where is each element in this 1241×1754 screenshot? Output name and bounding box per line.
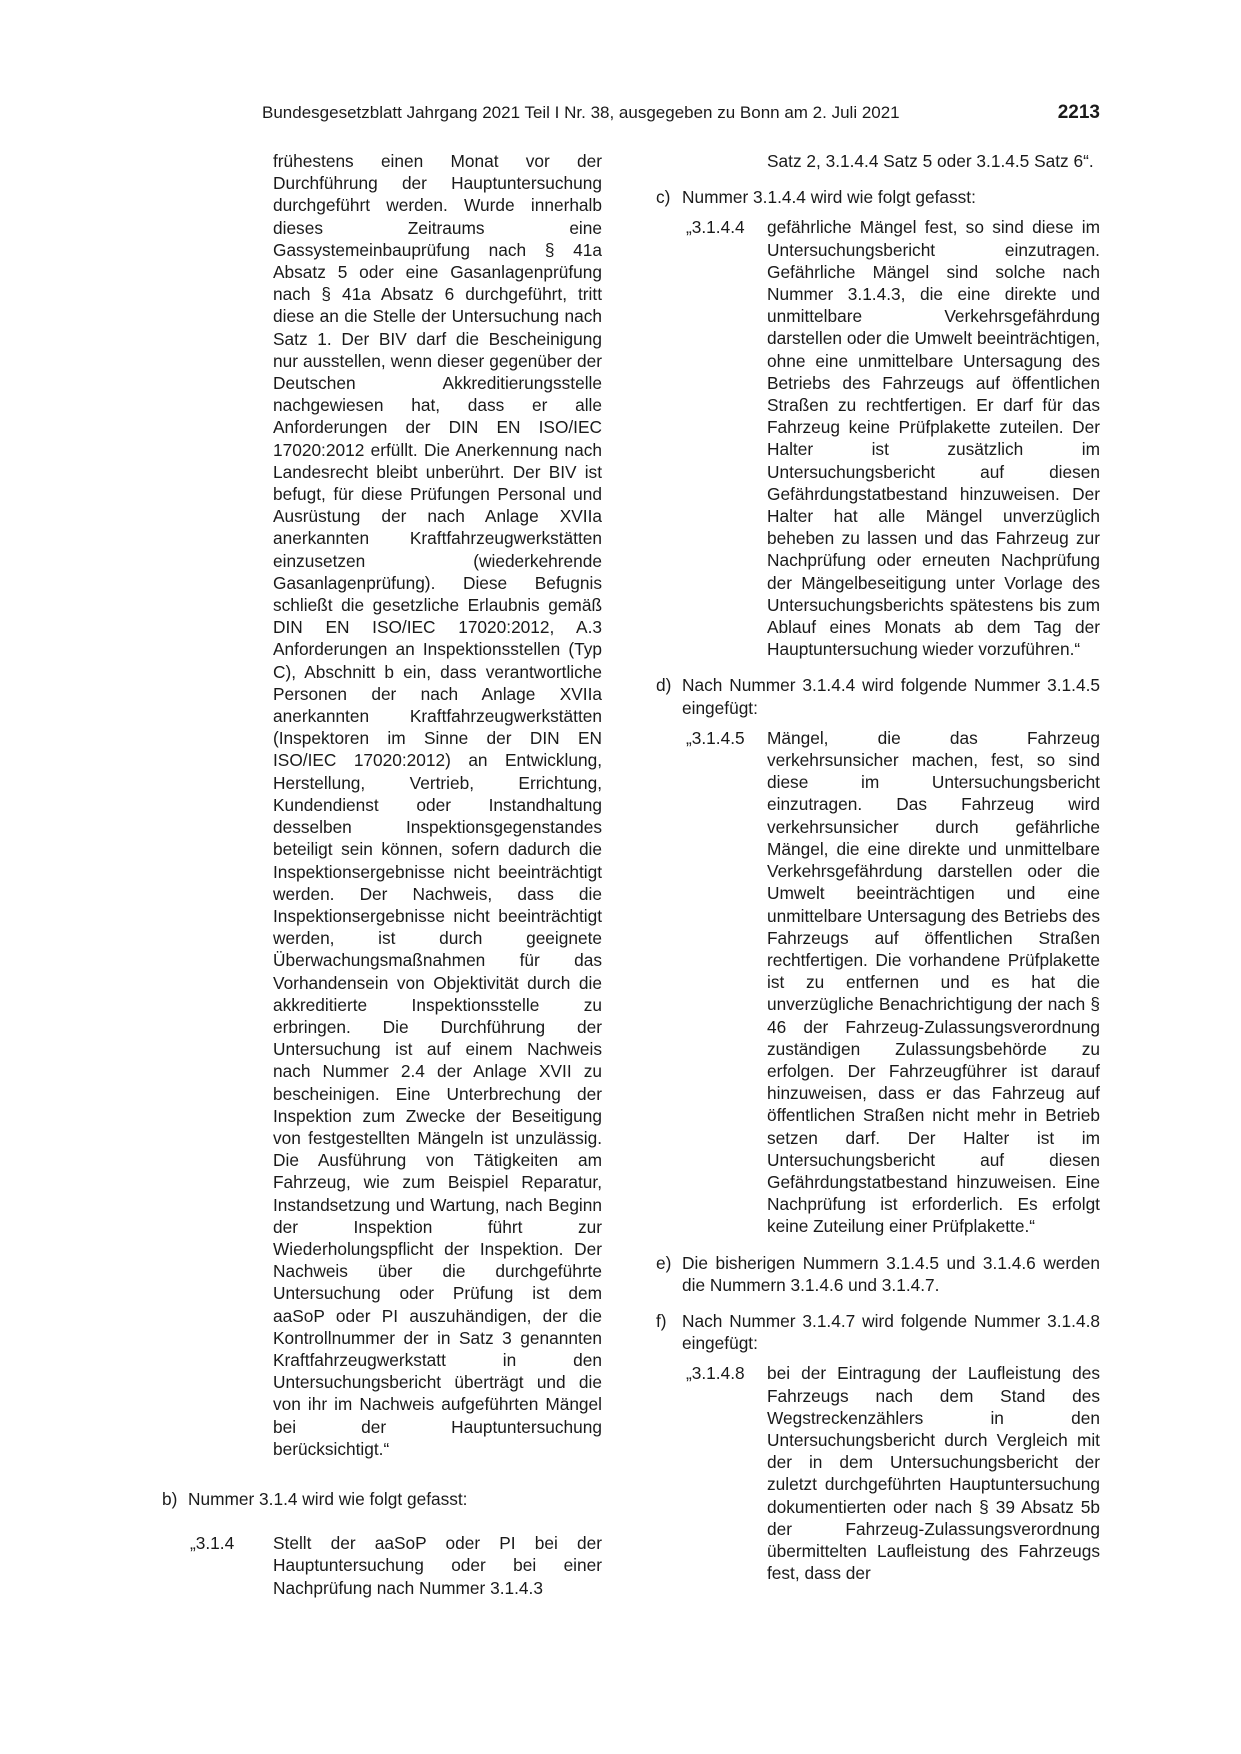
left-continuation-text: frühestens einen Monat vor der Durchführung der Hauptuntersuchung durchgeführt werden. Wurde innerhalb dieses Zeitraums eine Gassystemeinbauprüfung nach § 41a Absatz 5 oder eine Gasanlagenprüfung nach § 41a Absatz 6 durchgeführt, tritt diese an die Stelle der Untersuchung nach Satz 1. Der BIV darf die Bescheinigung nur ausstellen, wenn dieser gegenüber der Deutschen Akkreditierungsstelle nachgewiesen hat, dass er alle Anforderungen der DIN EN ISO/IEC 17020:2012 erfüllt. Die Anerkennung nach Landesrecht bleibt unberührt. Der BIV ist befugt, für diese Prüfungen Personal und Ausrüstung der nach Anlage XVIIa anerkannten Kraftfahrzeugwerkstätten einzusetzen (wiederkehrende Gasanlagenprüfung). Diese Befugnis schließt die gesetzliche Erlaubnis gemäß DIN EN ISO/IEC 17020:2012, A.3 Anforderungen an Inspektionsstellen (Typ C), Abschnitt b ein, dass verantwortliche Personen der nach Anlage XVIIa anerkannten Kraftfahrzeugwerkstätten (Inspektoren im Sinne der DIN EN ISO/IEC 17020:2012) an Entwicklung, Herstellung, Vertrieb, Errichtung, Kundendienst oder Instandhaltung desselben Inspektionsgegenstandes beteiligt sein können, sofern dadurch die Inspektionsergebnisse nicht beeinträchtigt werden. Der Nachweis, dass die Inspektionsergebnisse nicht beeinträchtigt werden, ist durch geeignete Überwachungsmaßnahmen für das Vorhandensein von Objektivität durch die akkreditierte Inspektionsstelle zu erbringen. Die Durchführung der Untersuchung ist auf einem Nachweis nach Nummer 2.4 der Anlage XVII zu bescheinigen. Eine Unterbrechung der Inspektion zum Zwecke der Beseitigung von festgestellten Mängeln ist unzulässig. Die Ausführung von Tätigkeiten am Fahrzeug, wie zum Beispiel Reparatur, Instandsetzung und Wartung, nach Beginn der Inspektion führt zur Wiederholungspflicht der Inspektion. Der Nachweis über die durchgeführte Untersuchung oder Prüfung ist dem aaSoP oder PI auszuhändigen, der die Kontrollnummer der in Satz 3 genannten Kraftfahrzeugwerkstatt in den Untersuchungsbericht überträgt und die von ihr im Nachweis aufgeführten Mängel bei der Hauptuntersuchung berücksichtigt.“ <box>273 151 602 1459</box>
list-item-text: Nach Nummer 3.1.4.4 wird folgende Nummer 3.1.4.5 eingefügt: <box>682 675 1100 718</box>
list-item-text: Die bisherigen Nummern 3.1.4.5 und 3.1.4.6 werden die Nummern 3.1.4.6 und 3.1.4.7. <box>682 1252 1100 1295</box>
list-item-label: f) <box>656 1310 667 1331</box>
header-title: Bundesgesetzblatt Jahrgang 2021 Teil I Nr. 38, ausgegeben zu Bonn am 2. Juli 2021 <box>262 103 900 122</box>
list-item-text: Nummer 3.1.4.4 wird wie folgt gefasst: <box>682 187 976 208</box>
page-number: 2213 <box>1057 102 1100 123</box>
quote-number: „3.1.4.4 <box>686 217 745 238</box>
list-item-text: Nummer 3.1.4 wird wie folgt gefasst: <box>188 1488 468 1509</box>
left-column <box>162 150 602 1599</box>
quote-block-3-1-4-4 <box>656 216 1100 660</box>
list-item-f <box>656 1310 1100 1354</box>
quote-text: Mängel, die das Fahrzeug verkehrsunsicher machen, fest, so sind diese im Untersuchungsbericht einzutragen. Das Fahrzeug wird verkehrsunsicher durch gefährliche Mängel, die eine direkte und unmittelbare Verkehrsgefährdung darstellen oder die Umwelt beeinträchtigen und eine unmittelbare Untersagung des Betriebs des Fahrzeugs auf öffentlichen Straßen rechtfertigen. Die vorhandene Prüfplakette ist zu entfernen und es hat die unverzügliche Benachrichtigung der nach § 46 der Fahrzeug-Zulassungsverordnung zuständigen Zulassungsbehörde zu erfolgen. Der Fahrzeugführer ist darauf hinzuweisen, dass er das Fahrzeug auf öffentlichen Straßen nicht mehr in Betrieb setzen darf. Der Halter ist im Untersuchungsbericht auf diesen Gefährdungstatbestand hinzuweisen. Eine Nachprüfung ist erforderlich. Es erfolgt keine Zuteilung einer Prüfplakette.“ <box>767 727 1100 1237</box>
list-item-label: c) <box>656 187 671 208</box>
page-header <box>262 100 1100 126</box>
list-item-label: e) <box>656 1252 672 1273</box>
list-item-e <box>656 1252 1100 1296</box>
quote-number: „3.1.4.5 <box>686 727 745 748</box>
quote-block-3-1-4-5 <box>656 727 1100 1238</box>
list-item-c <box>656 186 1100 208</box>
quote-number: „3.1.4 <box>190 1533 235 1554</box>
right-column <box>656 150 1100 1584</box>
right-continuation-text: Satz 2, 3.1.4.4 Satz 5 oder 3.1.4.5 Satz 6“. <box>767 151 1094 171</box>
list-item-label: b) <box>162 1488 178 1509</box>
quote-text: Stellt der aaSoP oder PI bei der Hauptuntersuchung oder bei einer Nachprüfung nach Nummer 3.1.4.3 <box>273 1533 602 1598</box>
quote-text: bei der Eintragung der Laufleistung des Fahrzeugs nach dem Stand des Wegstreckenzählers in den Untersuchungsbericht durch Vergleich mit der in dem Untersuchungsbericht der zuletzt durchgeführten Hauptuntersuchung dokumentierten oder nach § 39 Absatz 5b der Fahrzeug-Zulassungsverordnung übermittelten Laufleistung des Fahrzeugs fest, dass der <box>767 1363 1100 1584</box>
quote-number: „3.1.4.8 <box>686 1363 745 1384</box>
quote-block-3-1-4 <box>162 1532 602 1599</box>
list-item-b <box>162 1488 602 1510</box>
list-item-text: Nach Nummer 3.1.4.7 wird folgende Nummer 3.1.4.8 eingefügt: <box>682 1310 1100 1354</box>
quote-text: gefährliche Mängel fest, so sind diese im Untersuchungsbericht einzutragen. Gefährliche Mängel sind solche nach Nummer 3.1.4.3, die eine direkte und unmittelbare Verkehrsgefährdung darstellen oder die Umwelt beeinträchtigen, ohne eine unmittelbare Untersagung des Betriebs des Fahrzeugs auf öffentlichen Straßen zu rechtfertigen. Er darf für das Fahrzeug keine Prüfplakette zuteilen. Der Halter ist zusätzlich im Untersuchungsbericht auf diesen Gefährdungstatbestand hinzuweisen. Der Halter hat alle Mängel unverzüglich beheben zu lassen und das Fahrzeug zur Nachprüfung oder erneuten Nachprüfung der Mängelbeseitigung unter Vorlage des Untersuchungsberichts spätestens bis zum Ablauf eines Monats ab dem Tag der Hauptuntersuchung wieder vorzuführen.“ <box>767 217 1100 660</box>
list-item-d <box>656 674 1100 718</box>
list-item-label: d) <box>656 675 672 696</box>
quote-block-3-1-4-8 <box>656 1362 1100 1584</box>
